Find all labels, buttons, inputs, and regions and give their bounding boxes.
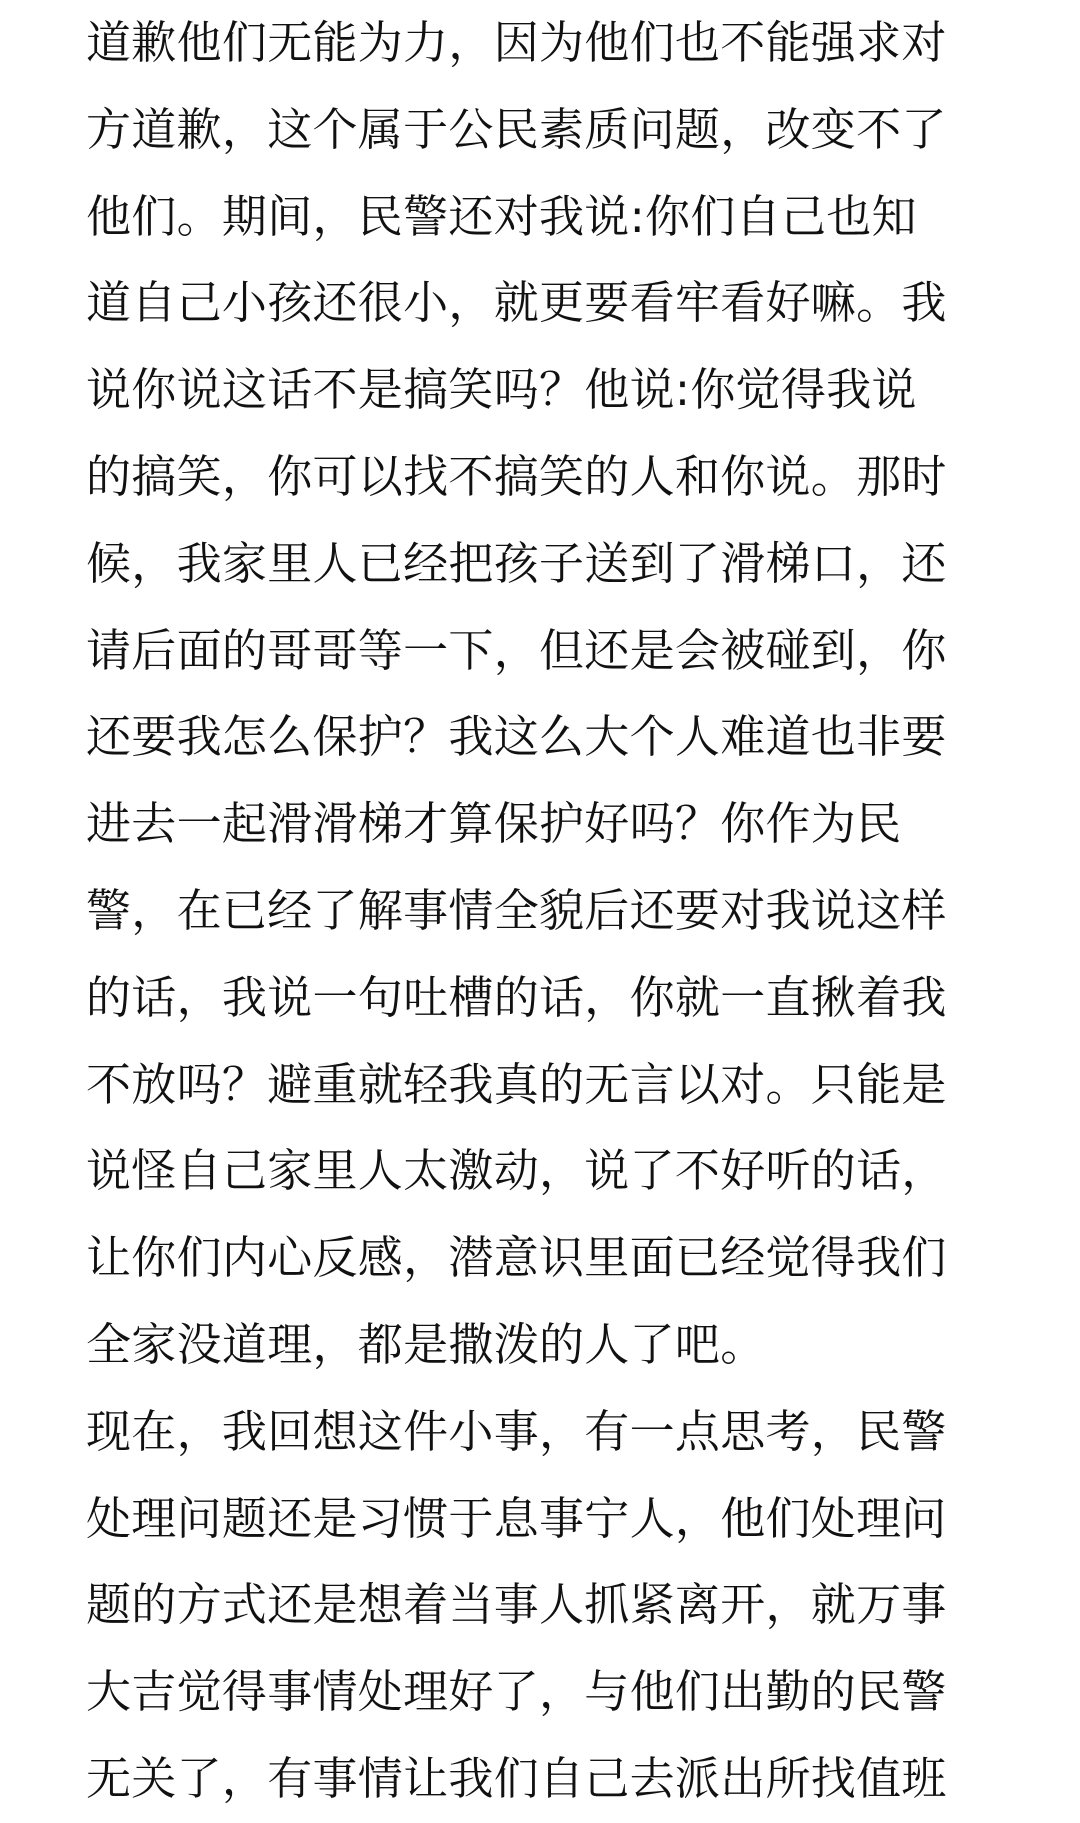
text-line: 请后面的哥哥等一下，但还是会被碰到，你 bbox=[86, 623, 947, 677]
text-line: 说怪自己家里人太激动，说了不好听的话， bbox=[86, 1144, 947, 1198]
text-line: 题的方式还是想着当事人抓紧离开，就万事 bbox=[86, 1578, 947, 1632]
article-body bbox=[86, 0, 1006, 1823]
text-line: 处理问题还是习惯于息事宁人，他们处理问 bbox=[86, 1491, 947, 1545]
text-line: 警，在已经了解事情全貌后还要对我说这样 bbox=[86, 883, 947, 937]
text-line: 让你们内心反感，潜意识里面已经觉得我们 bbox=[86, 1231, 947, 1285]
text-line: 大吉觉得事情处理好了，与他们出勤的民警 bbox=[86, 1665, 947, 1719]
paragraph-2 bbox=[86, 1389, 1006, 1823]
text-line: 候，我家里人已经把孩子送到了滑梯口，还 bbox=[86, 536, 947, 590]
text-line: 还要我怎么保护？我这么大个人难道也非要 bbox=[86, 710, 947, 764]
text-line: 方道歉，这个属于公民素质问题，改变不了 bbox=[86, 102, 947, 156]
paragraph-1 bbox=[86, 0, 1006, 1389]
text-line: 无关了，有事情让我们自己去派出所找值班 bbox=[86, 1751, 947, 1805]
text-line: 全家没道理，都是撒泼的人了吧。 bbox=[86, 1317, 766, 1371]
text-line: 现在，我回想这件小事，有一点思考，民警 bbox=[86, 1404, 947, 1458]
text-line: 他们。期间，民警还对我说:你们自己也知 bbox=[86, 189, 917, 243]
text-line: 的搞笑，你可以找不搞笑的人和你说。那时 bbox=[86, 449, 947, 503]
text-line: 的话，我说一句吐槽的话，你就一直揪着我 bbox=[86, 970, 947, 1024]
text-line: 不放吗？避重就轻我真的无言以对。只能是 bbox=[86, 1057, 947, 1111]
text-line: 道歉他们无能为力，因为他们也不能强求对 bbox=[86, 16, 947, 69]
text-line: 说你说这话不是搞笑吗？他说:你觉得我说 bbox=[86, 363, 917, 417]
text-line: 进去一起滑滑梯才算保护好吗？你作为民 bbox=[86, 797, 902, 851]
text-line: 道自己小孩还很小，就更要看牢看好嘛。我 bbox=[86, 276, 947, 330]
